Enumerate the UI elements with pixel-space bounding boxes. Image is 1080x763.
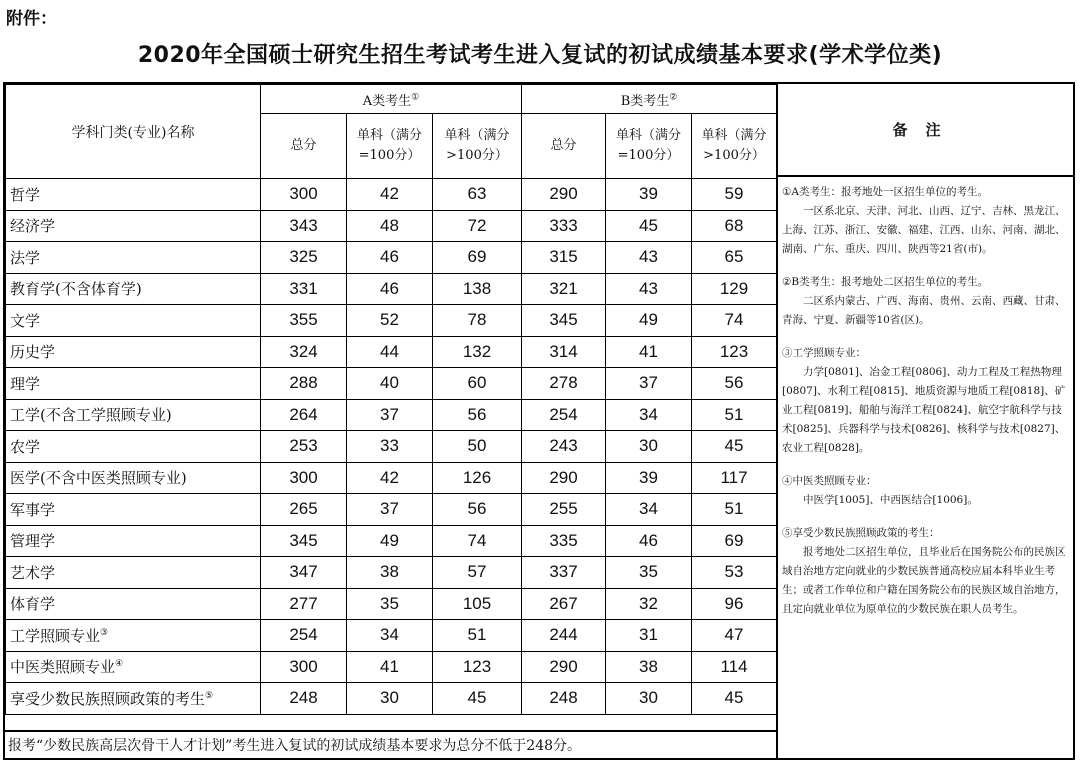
score-cell-b-over: 45 <box>692 431 777 463</box>
b-single-over-header: 单科（满分>100分） <box>692 114 777 179</box>
score-cell-b-100: 38 <box>606 651 692 683</box>
subject-name: 文学 <box>10 311 41 330</box>
score-cell-a-total: 288 <box>261 368 347 400</box>
score-cell-a-100: 41 <box>347 651 433 683</box>
score-cell-a-total: 331 <box>261 273 347 305</box>
table-row <box>6 651 777 683</box>
subject-cell <box>6 620 261 652</box>
score-cell-b-over: 59 <box>692 179 777 211</box>
score-cell-a-over: 63 <box>433 179 522 211</box>
score-cell-b-total: 255 <box>522 494 606 526</box>
score-cell-a-total: 277 <box>261 588 347 620</box>
subject-name: 工学照顾专业 <box>10 626 101 645</box>
group-a-label: A类考生 <box>362 93 412 109</box>
score-cell-b-total: 278 <box>522 368 606 400</box>
score-cell-a-over: 105 <box>433 588 522 620</box>
table-row <box>6 336 777 368</box>
subject-cell <box>6 368 261 400</box>
table-row <box>6 399 777 431</box>
notes-header: 备注 <box>778 84 1073 177</box>
score-cell-b-total: 267 <box>522 588 606 620</box>
table-row <box>6 210 777 242</box>
score-cell-a-100: 33 <box>347 431 433 463</box>
table-row <box>6 242 777 274</box>
score-cell-a-over: 126 <box>433 462 522 494</box>
score-cell-a-total: 253 <box>261 431 347 463</box>
score-cell-b-total: 290 <box>522 462 606 494</box>
subject-name: 历史学 <box>10 343 56 362</box>
note-1 <box>782 183 1069 259</box>
subject-cell <box>6 210 261 242</box>
subject-name: 军事学 <box>10 500 56 519</box>
score-cell-a-over: 132 <box>433 336 522 368</box>
subject-cell <box>6 557 261 589</box>
subject-name: 管理学 <box>10 532 56 551</box>
subject-footnote-mark: ③ <box>100 627 109 638</box>
score-cell-a-100: 37 <box>347 494 433 526</box>
note-4-title: ④中医类照顾专业： <box>782 475 877 487</box>
score-cell-b-over: 68 <box>692 210 777 242</box>
score-cell-a-over: 50 <box>433 431 522 463</box>
score-cell-a-over: 74 <box>433 525 522 557</box>
subject-cell <box>6 273 261 305</box>
score-cell-b-over: 69 <box>692 525 777 557</box>
subject-cell <box>6 683 261 715</box>
group-b-header <box>522 85 777 114</box>
score-table <box>5 84 777 715</box>
score-cell-a-total: 248 <box>261 683 347 715</box>
score-cell-a-over: 138 <box>433 273 522 305</box>
score-cell-a-total: 300 <box>261 651 347 683</box>
score-cell-b-100: 35 <box>606 557 692 589</box>
score-cell-a-total: 345 <box>261 525 347 557</box>
subject-name: 医学(不含中医类照顾专业) <box>10 469 187 488</box>
score-cell-a-100: 52 <box>347 305 433 337</box>
score-cell-b-100: 46 <box>606 525 692 557</box>
notes-column <box>776 84 1073 758</box>
score-cell-b-over: 114 <box>692 651 777 683</box>
score-cell-a-total: 355 <box>261 305 347 337</box>
score-cell-b-total: 248 <box>522 683 606 715</box>
subject-cell <box>6 179 261 211</box>
score-cell-b-over: 123 <box>692 336 777 368</box>
score-cell-b-over: 53 <box>692 557 777 589</box>
subject-footnote-mark: ⑤ <box>205 690 214 701</box>
score-cell-b-over: 117 <box>692 462 777 494</box>
subject-name: 理学 <box>10 374 41 393</box>
subject-name: 教育学(不含体育学) <box>10 280 142 299</box>
score-cell-b-total: 314 <box>522 336 606 368</box>
subject-name: 工学(不含工学照顾专业) <box>10 406 172 425</box>
score-cell-b-100: 45 <box>606 210 692 242</box>
notes-body <box>778 177 1073 619</box>
score-cell-b-total: 315 <box>522 242 606 274</box>
score-cell-a-total: 254 <box>261 620 347 652</box>
group-a-header <box>261 85 522 114</box>
subject-cell <box>6 305 261 337</box>
score-cell-b-over: 56 <box>692 368 777 400</box>
score-cell-b-total: 243 <box>522 431 606 463</box>
score-cell-b-100: 34 <box>606 399 692 431</box>
note-4 <box>782 472 1069 510</box>
score-cell-b-total: 335 <box>522 525 606 557</box>
table-row <box>6 557 777 589</box>
score-cell-b-total: 337 <box>522 557 606 589</box>
score-cell-b-over: 47 <box>692 620 777 652</box>
score-cell-b-over: 65 <box>692 242 777 274</box>
score-cell-a-total: 324 <box>261 336 347 368</box>
score-cell-b-100: 41 <box>606 336 692 368</box>
score-cell-b-100: 39 <box>606 179 692 211</box>
score-cell-a-100: 38 <box>347 557 433 589</box>
attachment-label: 附件： <box>6 9 57 29</box>
score-cell-b-total: 254 <box>522 399 606 431</box>
score-cell-b-over: 96 <box>692 588 777 620</box>
note-2-title: ②B类考生：报考地处二区招生单位的考生。 <box>782 276 989 288</box>
score-cell-b-over: 51 <box>692 399 777 431</box>
group-b-label: B类考生 <box>620 93 670 109</box>
subject-name: 经济学 <box>10 217 56 236</box>
table-row <box>6 588 777 620</box>
score-cell-a-over: 56 <box>433 399 522 431</box>
subject-footnote-mark: ④ <box>115 659 124 670</box>
table-row <box>6 368 777 400</box>
score-cell-a-over: 60 <box>433 368 522 400</box>
score-cell-b-100: 39 <box>606 462 692 494</box>
score-cell-a-100: 49 <box>347 525 433 557</box>
a-total-header: 总分 <box>261 114 347 179</box>
a-single-100-header: 单科（满分=100分） <box>347 114 433 179</box>
note-5-body: 报考地处二区招生单位，且毕业后在国务院公布的民族区域自治地方定向就业的少数民族普通高校应届本科毕业生考生；或者工作单位和户籍在国务院公布的民族区域自治地方，且定向就业单位为原单位的少数民族在职人员考生。 <box>782 546 1066 615</box>
score-cell-b-over: 51 <box>692 494 777 526</box>
table-row <box>6 525 777 557</box>
score-cell-b-over: 129 <box>692 273 777 305</box>
score-cell-a-total: 300 <box>261 179 347 211</box>
note-3 <box>782 344 1069 458</box>
score-cell-b-100: 31 <box>606 620 692 652</box>
score-cell-a-over: 123 <box>433 651 522 683</box>
b-total-header: 总分 <box>522 114 606 179</box>
subject-name: 体育学 <box>10 595 56 614</box>
category-header: 学科门类(专业)名称 <box>6 85 261 179</box>
score-cell-b-100: 43 <box>606 242 692 274</box>
table-row <box>6 179 777 211</box>
score-cell-a-100: 46 <box>347 242 433 274</box>
subject-cell <box>6 494 261 526</box>
b-single-100-header: 单科（满分=100分） <box>606 114 692 179</box>
score-cell-b-100: 37 <box>606 368 692 400</box>
note-3-title: ③工学照顾专业： <box>782 347 866 359</box>
score-rows <box>6 179 777 715</box>
note-1-body: 一区系北京、天津、河北、山西、辽宁、吉林、黑龙江、上海、江苏、浙江、安徽、福建、江西、山东、河南、湖北、湖南、广东、重庆、四川、陕西等21省(市)。 <box>782 205 1066 255</box>
table-row <box>6 431 777 463</box>
table-row <box>6 273 777 305</box>
note-3-body: 力学[0801]、冶金工程[0806]、动力工程及工程热物理[0807]、水利工程[0815]、地质资源与地质工程[0818]、矿业工程[0819]、船舶与海洋工程[0824]、航空宇航科学与技术[0825]、兵器科学与技术[0826]、核科学与技术[0827]、农业工程[0828]。 <box>782 366 1066 454</box>
subject-cell <box>6 525 261 557</box>
score-cell-a-total: 325 <box>261 242 347 274</box>
subject-name: 中医类照顾专业 <box>10 658 116 677</box>
note-5 <box>782 524 1069 619</box>
score-cell-b-100: 34 <box>606 494 692 526</box>
subject-cell <box>6 242 261 274</box>
score-cell-b-total: 290 <box>522 179 606 211</box>
score-cell-b-100: 43 <box>606 273 692 305</box>
subject-cell <box>6 588 261 620</box>
note-4-body: 中医学[1005]、中西医结合[1006]。 <box>803 494 978 506</box>
score-cell-a-over: 72 <box>433 210 522 242</box>
table-row <box>6 305 777 337</box>
subject-name: 享受少数民族照顾政策的考生 <box>10 689 206 708</box>
score-cell-b-over: 74 <box>692 305 777 337</box>
score-cell-b-total: 345 <box>522 305 606 337</box>
group-b-mark: ② <box>669 92 678 103</box>
group-a-mark: ① <box>411 92 420 103</box>
score-cell-a-100: 34 <box>347 620 433 652</box>
score-cell-b-total: 244 <box>522 620 606 652</box>
score-cell-a-100: 35 <box>347 588 433 620</box>
score-cell-a-100: 42 <box>347 179 433 211</box>
score-cell-a-over: 51 <box>433 620 522 652</box>
subject-name: 哲学 <box>10 185 41 204</box>
score-cell-a-over: 56 <box>433 494 522 526</box>
score-cell-a-over: 45 <box>433 683 522 715</box>
score-cell-a-total: 300 <box>261 462 347 494</box>
note-2 <box>782 273 1069 330</box>
score-cell-a-100: 48 <box>347 210 433 242</box>
score-cell-a-total: 264 <box>261 399 347 431</box>
score-cell-a-100: 37 <box>347 399 433 431</box>
footer-note: 报考“少数民族高层次骨干人才计划”考生进入复试的初试成绩基本要求为总分不低于248分。 <box>5 730 776 758</box>
score-cell-b-100: 32 <box>606 588 692 620</box>
score-cell-b-100: 49 <box>606 305 692 337</box>
score-cell-a-100: 30 <box>347 683 433 715</box>
table-row <box>6 462 777 494</box>
subject-cell <box>6 399 261 431</box>
score-cell-a-100: 44 <box>347 336 433 368</box>
subject-name: 农学 <box>10 437 41 456</box>
score-cell-a-over: 57 <box>433 557 522 589</box>
table-row <box>6 494 777 526</box>
subject-cell <box>6 651 261 683</box>
score-cell-a-total: 343 <box>261 210 347 242</box>
subject-cell <box>6 431 261 463</box>
score-cell-a-over: 69 <box>433 242 522 274</box>
score-cell-b-100: 30 <box>606 683 692 715</box>
subject-cell <box>6 336 261 368</box>
subject-name: 法学 <box>10 248 41 267</box>
a-single-over-header: 单科（满分>100分） <box>433 114 522 179</box>
score-cell-b-over: 45 <box>692 683 777 715</box>
note-5-title: ⑤享受少数民族照顾政策的考生： <box>782 527 940 539</box>
subject-name: 艺术学 <box>10 563 56 582</box>
document-title: 2020年全国硕士研究生招生考试考生进入复试的初试成绩基本要求(学术学位类) <box>137 43 943 68</box>
table-row <box>6 683 777 715</box>
score-cell-b-100: 30 <box>606 431 692 463</box>
subject-cell <box>6 462 261 494</box>
score-cell-b-total: 290 <box>522 651 606 683</box>
score-cell-a-total: 347 <box>261 557 347 589</box>
note-2-body: 二区系内蒙古、广西、海南、贵州、云南、西藏、甘肃、青海、宁夏、新疆等10省(区)。 <box>782 295 1066 326</box>
score-cell-a-100: 46 <box>347 273 433 305</box>
score-cell-a-total: 265 <box>261 494 347 526</box>
score-cell-a-over: 78 <box>433 305 522 337</box>
score-cell-a-100: 40 <box>347 368 433 400</box>
table-row <box>6 620 777 652</box>
note-1-title: ①A类考生：报考地处一区招生单位的考生。 <box>782 186 988 198</box>
score-cell-b-total: 333 <box>522 210 606 242</box>
score-cell-a-100: 42 <box>347 462 433 494</box>
score-cell-b-total: 321 <box>522 273 606 305</box>
